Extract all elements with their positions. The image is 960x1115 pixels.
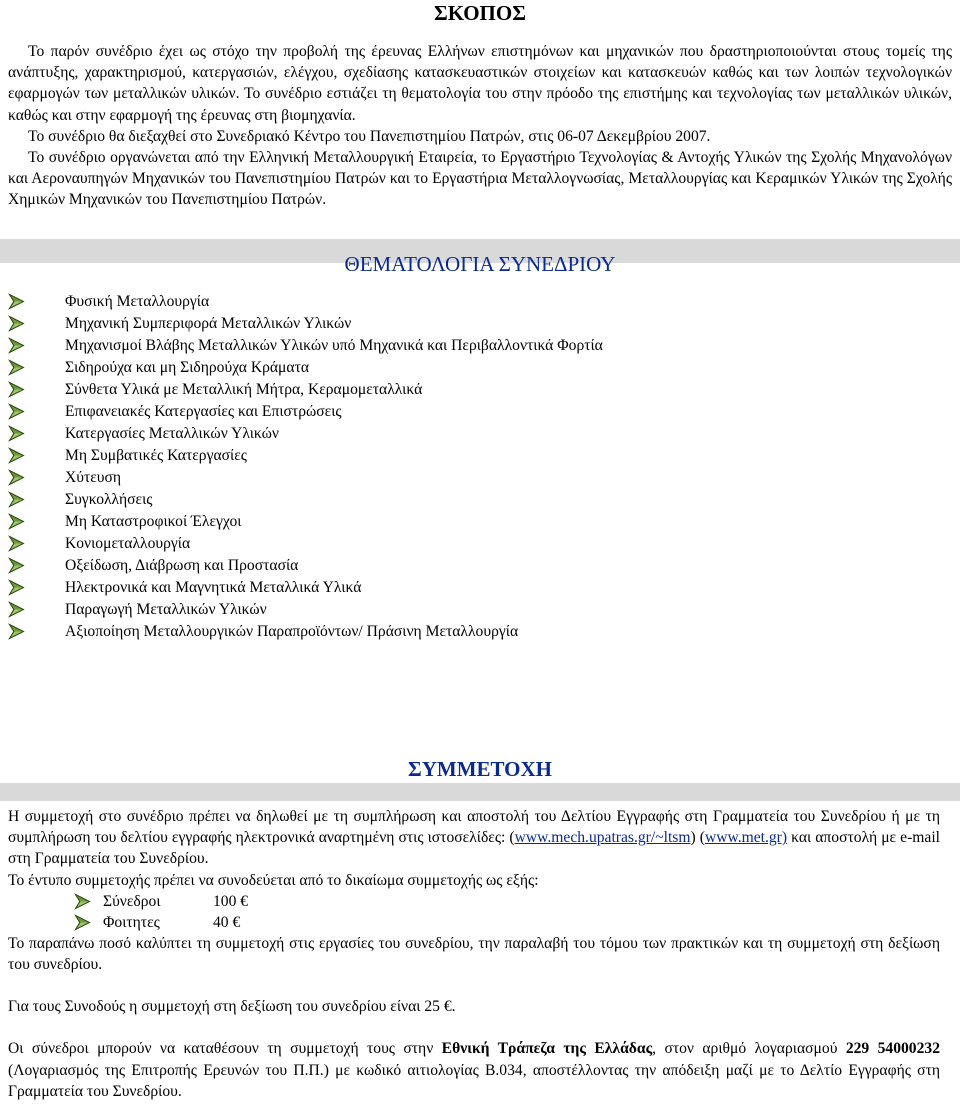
participation-text-a: Η συμμετοχή στο συνέδριο πρέπει να δηλωθεί με τη συμπλήρωση και αποστολή του Δελτίου Εγγραφής στη Γραμματεία του Συνεδρίου ή με τη συμπλήρωση του δελτίου εγγραφής ηλεκτρονικά αναρτημένη στις ιστοσελίδες: ( [8,808,940,847]
link-ltsm[interactable]: www.mech.upatras.gr/~ltsm [514,829,691,847]
topics-heading: ΘΕΜΑΤΟΛΟΓΙΑ ΣΥΝΕΔΡΙΟΥ [344,251,616,276]
topic-label: Χύτευση [65,468,122,486]
topic-label: Μηχανισμοί Βλάβης Μεταλλικών Υλικών υπό Μηχανικά και Περιβαλλοντικά Φορτία [65,336,603,354]
participation-paragraph-1 [8,806,940,870]
arrowhead-bullet-icon [8,491,25,508]
participation-paragraph-5 [8,1038,940,1102]
arrowhead-bullet-icon [8,381,25,398]
arrowhead-bullet-icon [8,359,25,376]
payment-text-b: , στον αριθμό λογαριασμού [652,1040,846,1058]
account-number: 229 54000232 [845,1040,940,1058]
link-met[interactable]: www.met.gr) [704,829,788,847]
topic-item [8,335,952,357]
scope-section [8,41,952,211]
topic-item [8,533,952,555]
participation-text-b: ) ( [690,829,705,847]
topic-item [8,313,952,335]
arrowhead-bullet-icon [8,579,25,596]
topic-label: Μη Συμβατικές Κατεργασίες [65,446,247,464]
topic-item [8,423,952,445]
topic-label: Οξείδωση, Διάβρωση και Προστασία [65,556,299,574]
arrowhead-bullet-icon [8,469,25,486]
topic-item [8,511,952,533]
payment-text-a: Οι σύνεδροι μπορούν να καταθέσουν τη συμμετοχή τους στην [8,1040,442,1058]
fees-list [8,891,940,933]
topic-item [8,291,952,313]
topic-item [8,445,952,467]
fee-label: Σύνεδροι [103,892,161,910]
participation-text-c: και αποστολή με e-mail στη Γραμματεία του Συνεδρίου. [8,829,940,868]
topic-label: Κατεργασίες Μεταλλικών Υλικών [65,424,279,442]
payment-text-c: (Λογαριασμός της Επιτροπής Ερευνών του Π.Π.) με κωδικό αιτιολογίας Β.034, αποστέλλοντας την απόδειξη μαζί με το Δελτίο Εγγραφής στη Γραμματεία του Συνεδρίου. [8,1061,940,1100]
arrowhead-bullet-icon [8,623,25,640]
participation-heading: ΣΥΜΜΕΤΟΧΗ [407,757,552,781]
fee-value: 100 € [213,892,249,910]
fee-item [74,912,940,933]
topic-item [8,467,952,489]
participation-paragraph-2: Το έντυπο συμμετοχής πρέπει να συνοδεύεται από το δικαίωμα συμμετοχής ως εξής: [8,871,539,889]
arrowhead-bullet-icon [8,315,25,332]
scope-paragraph-1: Το παρόν συνέδριο έχει ως στόχο την προβολή της έρευνας Ελλήνων επιστημόνων και μηχανικών που δραστηριοποιούνται στους τομείς της ανάπτυξης, χαρακτηρισμού, κατεργασιών, ελέγχου, σχεδίασης κατασκευαστικών στοιχείων και κατασκευών καθώς και των λοιπών τεχνολογικών εφαρμογών των μεταλλικών υλικών. Το συνέδριο εστιάζει τη θεματολογία του στην πρόοδο της επιστήμης και τεχνολογίας των μεταλλικών υλικών, καθώς και στην εφαρμογή της έρευνας στη βιομηχανία. [8,43,952,124]
scope-paragraph-2: Το συνέδριο θα διεξαχθεί στο Συνεδριακό Κέντρο του Πανεπιστημίου Πατρών, στις 06-07 Δεκεμβρίου 2007. [28,127,711,145]
participation-heading-band [0,783,960,801]
arrowhead-bullet-icon [8,337,25,354]
arrowhead-bullet-icon [74,914,91,931]
arrowhead-bullet-icon [8,425,25,442]
arrowhead-bullet-icon [8,513,25,530]
topic-label: Επιφανειακές Κατεργασίες και Επιστρώσεις [65,402,342,420]
arrowhead-bullet-icon [8,535,25,552]
topic-label: Κονιομεταλλουργία [65,534,191,552]
topic-label: Συγκολλήσεις [65,490,153,508]
topic-item [8,489,952,511]
participation-paragraph-3: Το παραπάνω ποσό καλύπτει τη συμμετοχή στις εργασίες του συνεδρίου, την παραλαβή του τόμου των πρακτικών και τη συμμετοχή στη δεξίωση του συνεδρίου. [8,934,940,974]
arrowhead-bullet-icon [8,601,25,618]
topic-label: Παραγωγή Μεταλλικών Υλικών [65,600,267,618]
fee-item [74,891,940,912]
topic-item [8,621,952,643]
topic-label: Σιδηρούχα και μη Σιδηρούχα Κράματα [65,358,310,376]
arrowhead-bullet-icon [74,893,91,910]
topic-item [8,599,952,621]
participation-paragraph-4: Για τους Συνοδούς η συμμετοχή στη δεξίωση του συνεδρίου είναι 25 €. [8,998,456,1016]
topic-label: Μη Καταστροφικοί Έλεγχοι [65,512,242,530]
topic-label: Φυσική Μεταλλουργία [65,292,210,310]
bank-name: Εθνική Τράπεζα της Ελλάδας [441,1040,653,1058]
topics-heading-band [0,239,960,276]
topic-item [8,577,952,599]
participation-section [8,806,940,1102]
arrowhead-bullet-icon [8,557,25,574]
topic-item [8,357,952,379]
arrowhead-bullet-icon [8,403,25,420]
topic-label: Σύνθετα Υλικά με Μεταλλική Μήτρα, Κεραμομεταλλικά [65,380,423,398]
scope-paragraph-3: Το συνέδριο οργανώνεται από την Ελληνική Μεταλλουργική Εταιρεία, το Εργαστήριο Τεχνολογίας & Αντοχής Υλικών της Σχολής Μηχανολόγων και Αεροναυπηγών Μηχανικών του Πανεπιστημίου Πατρών και το Εργαστήρια Μεταλλογνωσίας, Μεταλλουργίας και Κεραμικών Υλικών της Σχολής Χημικών Μηχανικών του Πανεπιστημίου Πατρών. [8,149,952,209]
topic-label: Ηλεκτρονικά και Μαγνητικά Μεταλλικά Υλικά [65,578,362,596]
topic-label: Μηχανική Συμπεριφορά Μεταλλικών Υλικών [65,314,352,332]
arrowhead-bullet-icon [8,293,25,310]
fee-value: 40 € [213,913,241,931]
topics-list [8,291,952,643]
topic-label: Αξιοποίηση Μεταλλουργικών Παραπροϊόντων/ Πράσινη Μεταλλουργία [65,622,519,640]
scope-heading: ΣΚΟΠΟΣ [434,1,526,25]
topic-item [8,401,952,423]
topic-item [8,555,952,577]
fee-label: Φοιτητες [103,913,160,931]
arrowhead-bullet-icon [8,447,25,464]
topic-item [8,379,952,401]
